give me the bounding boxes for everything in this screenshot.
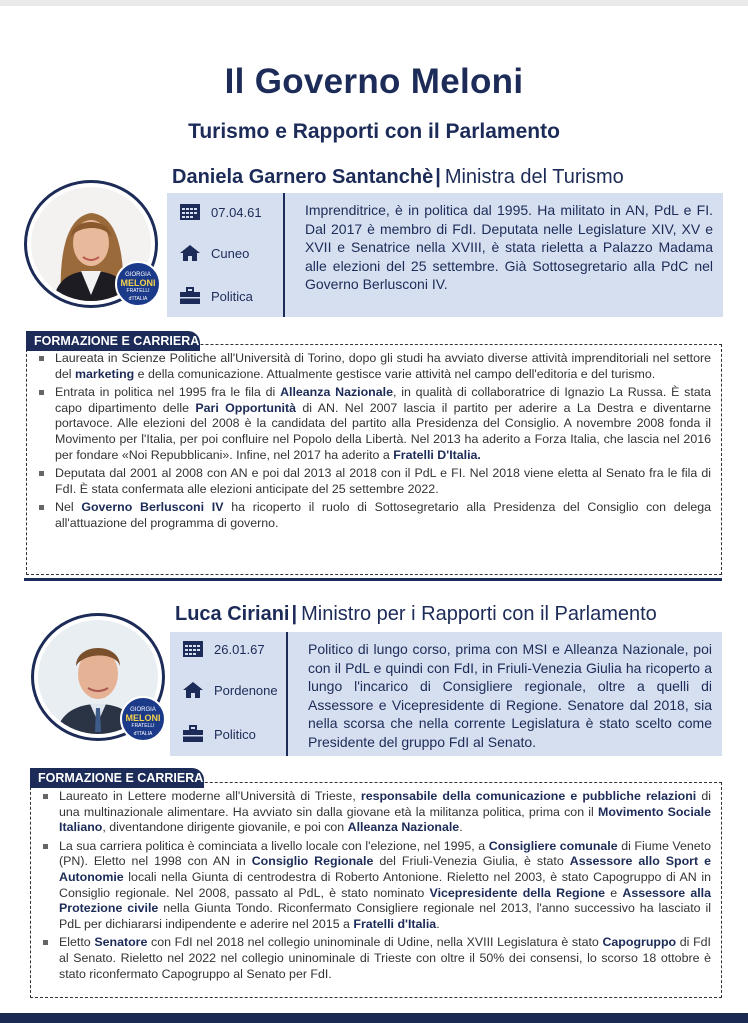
career-list (41, 789, 711, 985)
career-item (37, 351, 711, 382)
birth-place-row (182, 679, 278, 701)
minister-1-heading (172, 166, 624, 189)
briefcase-icon (182, 725, 204, 743)
career-text: Eletto (59, 935, 95, 950)
highlight-text: marketing (74, 366, 135, 381)
highlight-text: Assessore allo Sport e Autonomie (59, 854, 711, 884)
career-text: e (605, 885, 623, 900)
minister-2-name: Luca Ciriani (175, 603, 290, 625)
highlight-text: Pari Opportunità (195, 400, 297, 415)
career-text: nella Giunta Tondo. Riconfermato Consigliere regionale nel 2013, l'anno successivo ha lasciato il PdL per dichiararsi indipendente e aderire nel 2015 a (59, 901, 711, 931)
career-text: La sua carriera politica è cominciata a livello locale con l'elezione, nel 1995, a (59, 838, 489, 853)
career-item (37, 385, 711, 463)
career-text: Laureato in Lettere moderne all'Università di Trieste, (59, 789, 361, 803)
career-text: . (436, 916, 440, 931)
minister-1-role: Ministra del Turismo (444, 166, 624, 188)
highlight-text: Fratelli d'Italia (353, 916, 437, 931)
career-text: Deputata dal 2001 al 2008 con AN e poi dal 2013 al 2018 con il PdL e FI. Nel 2018 viene eletta al Senato fra le fila di FdI. È stata confermata alle elezioni anticipate del 25 settembre 2022. (55, 466, 711, 496)
minister-2-portrait (31, 613, 165, 741)
birth-place: Cuneo (211, 245, 250, 261)
birth-date-row (182, 638, 265, 660)
career-text: con FdI nel 2018 nel collegio uninominale di Udine, nella XVIII Legislatura è stato (147, 935, 603, 950)
section-tab-career: FORMAZIONE E CARRIERA (26, 331, 200, 351)
name-separator: | (291, 603, 298, 625)
top-bar (0, 0, 748, 6)
career-text: di una multinazionale alimentare. Ha avviato sin dalla giovane età la militanza politica, prima con il (59, 789, 711, 819)
minister-2-role: Ministro per i Rapporti con il Parlamento (301, 603, 657, 625)
career-list (37, 351, 711, 535)
highlight-text: Alleanza Nazionale (280, 385, 393, 400)
career-item (41, 935, 711, 982)
name-separator: | (435, 166, 441, 188)
section-tab-career: FORMAZIONE E CARRIERA (30, 768, 204, 788)
highlight-text: Vicepresidente della Regione (429, 885, 606, 900)
party-logo: GIORGIA MELONI FRATELLI d'ITALIA (115, 261, 161, 307)
career-item (41, 789, 711, 836)
career-text: di FdI al Senato. Rieletto nel 2022 nel collegio uninominale di Trieste con oltre il 50% dei consensi, lo scorso 18 ottobre è stato riconfermato Capogruppo al Senato per FdI. (59, 935, 711, 981)
career-item (37, 500, 711, 531)
career-item (37, 466, 711, 497)
calendar-icon (182, 640, 204, 658)
minister-2-bio: Politico di lungo corso, prima con MSI e Alleanza Nazionale, poi con il PdL e quindi con FdI, in Friuli-Venezia Giulia ha ricoperto a lungo l'incarico di Consigliere regionale, oltre a quelli di Assessore e Vicepresidente di Regione. Senatore dal 2018, sia nella scorsa che nella corrente Legislatura è stato scelto come Presidente del gruppo FdI al Senato. (308, 641, 712, 750)
career-text: ha ricoperto il ruolo di Sottosegretario alla Presidenza del Consiglio con delega all'attuazione del programma di governo. (55, 500, 711, 530)
home-icon (182, 681, 204, 699)
profession: Politico (214, 726, 256, 742)
career-text: , in qualità di collaboratrice di Ignazio La Russa. È stata capo dipartimento delle (55, 385, 711, 415)
career-text: . (459, 820, 463, 835)
profession: Politica (211, 288, 253, 304)
career-text: Entrata in politica nel 1995 fra le fila di (55, 385, 281, 400)
highlight-text: Alleanza Nazionale (347, 820, 460, 835)
profession-row (182, 723, 256, 745)
career-item (41, 839, 711, 933)
minister-2-info-box (170, 632, 722, 756)
career-text: di Fiume Veneto (PN). Eletto nel 1998 con AN in (59, 838, 711, 869)
highlight-text: Consiglio Regionale (251, 854, 374, 869)
briefcase-icon (179, 287, 201, 305)
highlight-text: Fratelli D'Italia. (393, 447, 481, 462)
minister-1-career-box (26, 344, 722, 575)
highlight-text: Senatore (94, 935, 148, 950)
minister-2-career-box (30, 782, 722, 998)
birth-place: Pordenone (214, 682, 278, 698)
minister-1-info-box (167, 193, 723, 317)
bottom-bar (0, 1013, 748, 1023)
calendar-icon (179, 203, 201, 221)
career-text: Nel (55, 500, 82, 515)
minister-1-name: Daniela Garnero Santanchè (172, 166, 434, 188)
highlight-text: Capogruppo (602, 935, 677, 950)
page-title: Il Governo Meloni (224, 62, 524, 101)
career-text: , diventandone dirigente giovanile, e poi con (102, 820, 348, 835)
highlight-text: responsabile della comunicazione e pubbliche relazioni (360, 789, 697, 803)
minister-2-heading (175, 603, 657, 626)
party-logo: GIORGIA MELONI FRATELLI d'ITALIA (120, 696, 166, 742)
home-icon (179, 244, 201, 262)
career-text: locali nella Giunta di centrodestra di Roberto Antonione. Rieletto nel 2003, è stato Capogruppo di AN in Consiglio regionale. Nel 2008, passato al PdL, è stato nominato (59, 869, 711, 900)
minister-1-portrait (24, 180, 158, 308)
highlight-text: Assessore alla Protezione civile (59, 885, 712, 916)
highlight-text: Movimento Sociale Italiano (59, 804, 711, 835)
birth-date: 07.04.61 (211, 204, 262, 220)
minister-1-facts (167, 193, 285, 317)
career-text: del Friuli-Venezia Giulia, è stato (373, 854, 570, 869)
career-text: Laureata in Scienze Politiche all'Università di Torino, dopo gli studi ha avviato diverse attività imprenditoriali nel settore del (55, 351, 711, 381)
page-subtitle: Turismo e Rapporti con il Parlamento (188, 120, 560, 143)
profession-row (179, 285, 253, 307)
highlight-text: Consigliere comunale (488, 838, 618, 853)
highlight-text: Governo Berlusconi IV (81, 500, 224, 515)
birth-date: 26.01.67 (214, 641, 265, 657)
minister-2-facts (170, 632, 288, 756)
birth-date-row (179, 201, 262, 223)
minister-1-bio: Imprenditrice, è in politica dal 1995. Ha militato in AN, PdL e FI. Dal 2017 è membro di FdI. Deputata nelle Legislature XIV, XV e XVII e Senatrice nella XVIII, è stata rieletta a Palazzo Madama alle elezioni del 25 settembre. Già Sottosegretario alla PdC nel Governo Berlusconi IV. (305, 202, 713, 292)
section-divider (24, 578, 722, 581)
birth-place-row (179, 242, 249, 264)
career-text: e della comunicazione. Attualmente gestisce varie attività nel campo dell'editoria e del turismo. (134, 366, 656, 381)
career-text: di AN. Nel 2007 lascia il partito per aderire a La Destra e diventarne portavoce. Alle elezioni del 2008 è la candidata del partito alla Presidenza del Consiglio. A novembre 2008 fonda il Movimento per l'Italia, per poi confluire nel Popolo della Libertà. Nel 2013 ha aderito a Forza Italia, che lascia nel 2016 per fondare «Noi Repubblicani». Infine, nel 2017 ha aderito a (55, 400, 711, 462)
